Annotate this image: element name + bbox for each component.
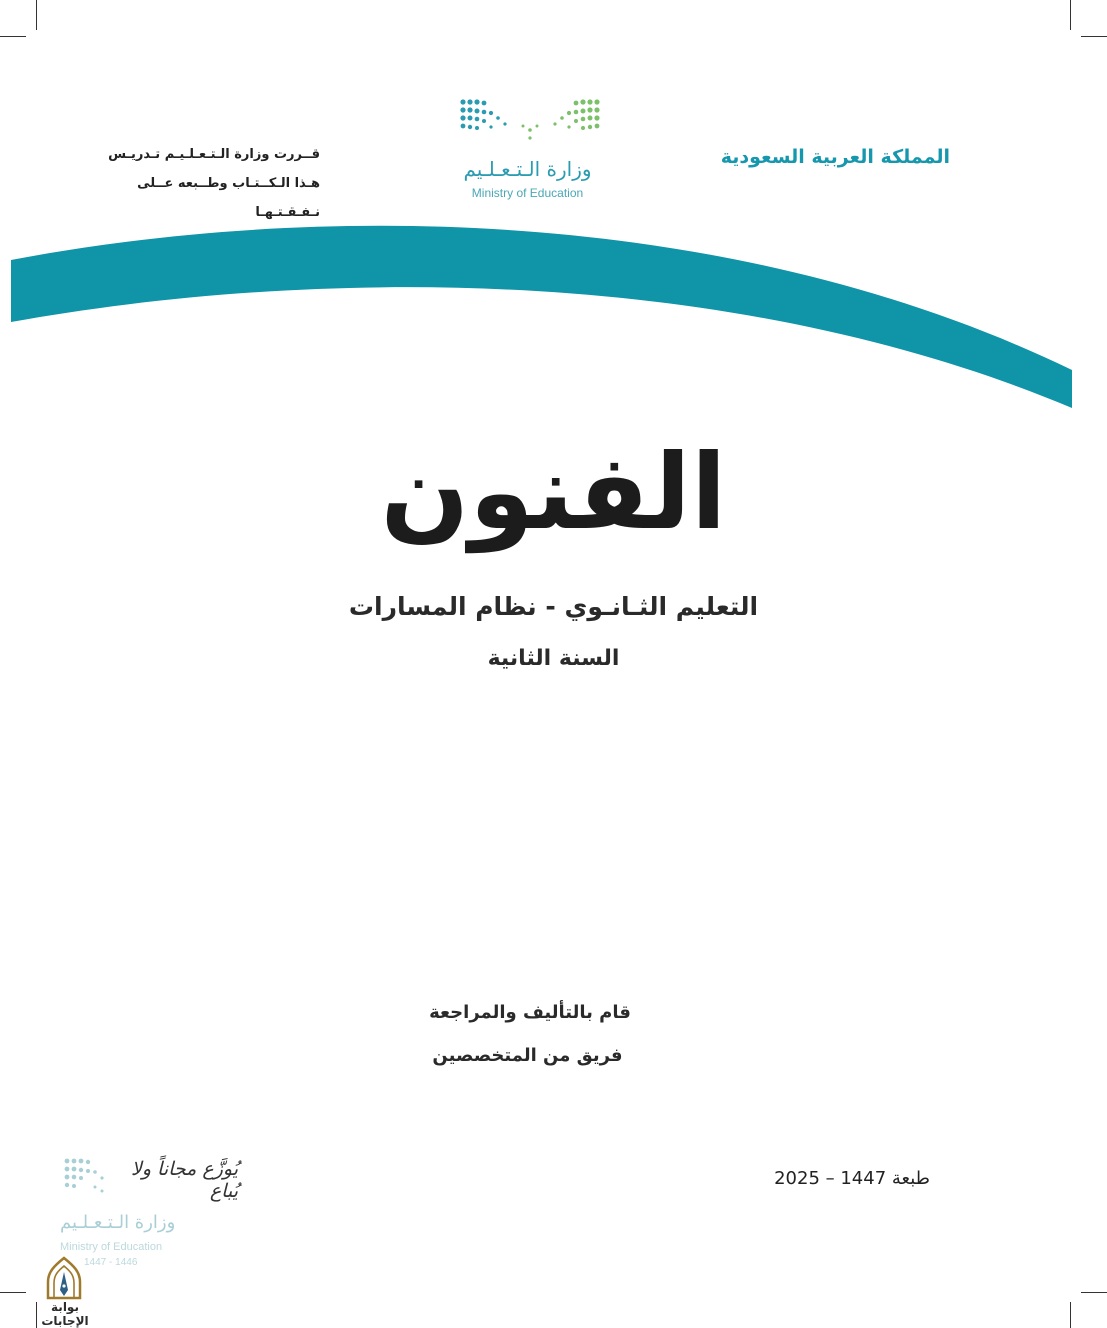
decree-line-1: قــررت وزارة الـتـعـلـيـم تـدريـس	[108, 147, 320, 162]
crop-mark-bottom-right-h	[1081, 1292, 1107, 1293]
decree-line-2: هـذا الـكــتـاب وطــبعه عــلى نـفـقـتـهـا	[137, 176, 320, 220]
ministry-name-english-faded: Ministry of Education	[60, 1241, 163, 1253]
ministry-name-arabic-faded: وزارة الـتـعـلـيم	[60, 1212, 176, 1233]
crop-mark-bottom-left-h	[0, 1292, 26, 1293]
watermark-label: بوابة الإجابات	[41, 1300, 89, 1328]
credits-line-2: فريق من المتخصصين	[432, 1045, 623, 1066]
ministry-name-english: Ministry of Education	[471, 186, 584, 200]
ministry-name-arabic: وزارة الـتـعـلـيم	[463, 157, 592, 181]
teal-curved-band	[0, 0, 1107, 420]
ministry-logo-faded-icon	[62, 1156, 108, 1194]
book-title: الفنون	[380, 431, 727, 553]
credits-line-1: قام بالتأليف والمراجعة	[429, 1002, 631, 1023]
crop-mark-bottom-right-v	[1070, 1302, 1071, 1328]
free-distribution-text: يُوزَّع مجاناً ولا يُباع	[130, 1158, 238, 1202]
book-subtitle: التعليم الثـانـوي - نظام المسارات	[348, 592, 759, 621]
book-year-label: السنة الثانية	[487, 646, 620, 671]
stamp-year: 1447 - 1446	[84, 1257, 138, 1268]
watermark-mosque-icon	[44, 1256, 84, 1300]
edition-label: طبعة 1447 – 2025	[774, 1168, 930, 1189]
kingdom-name: المملكة العربية السعودية	[720, 146, 950, 168]
